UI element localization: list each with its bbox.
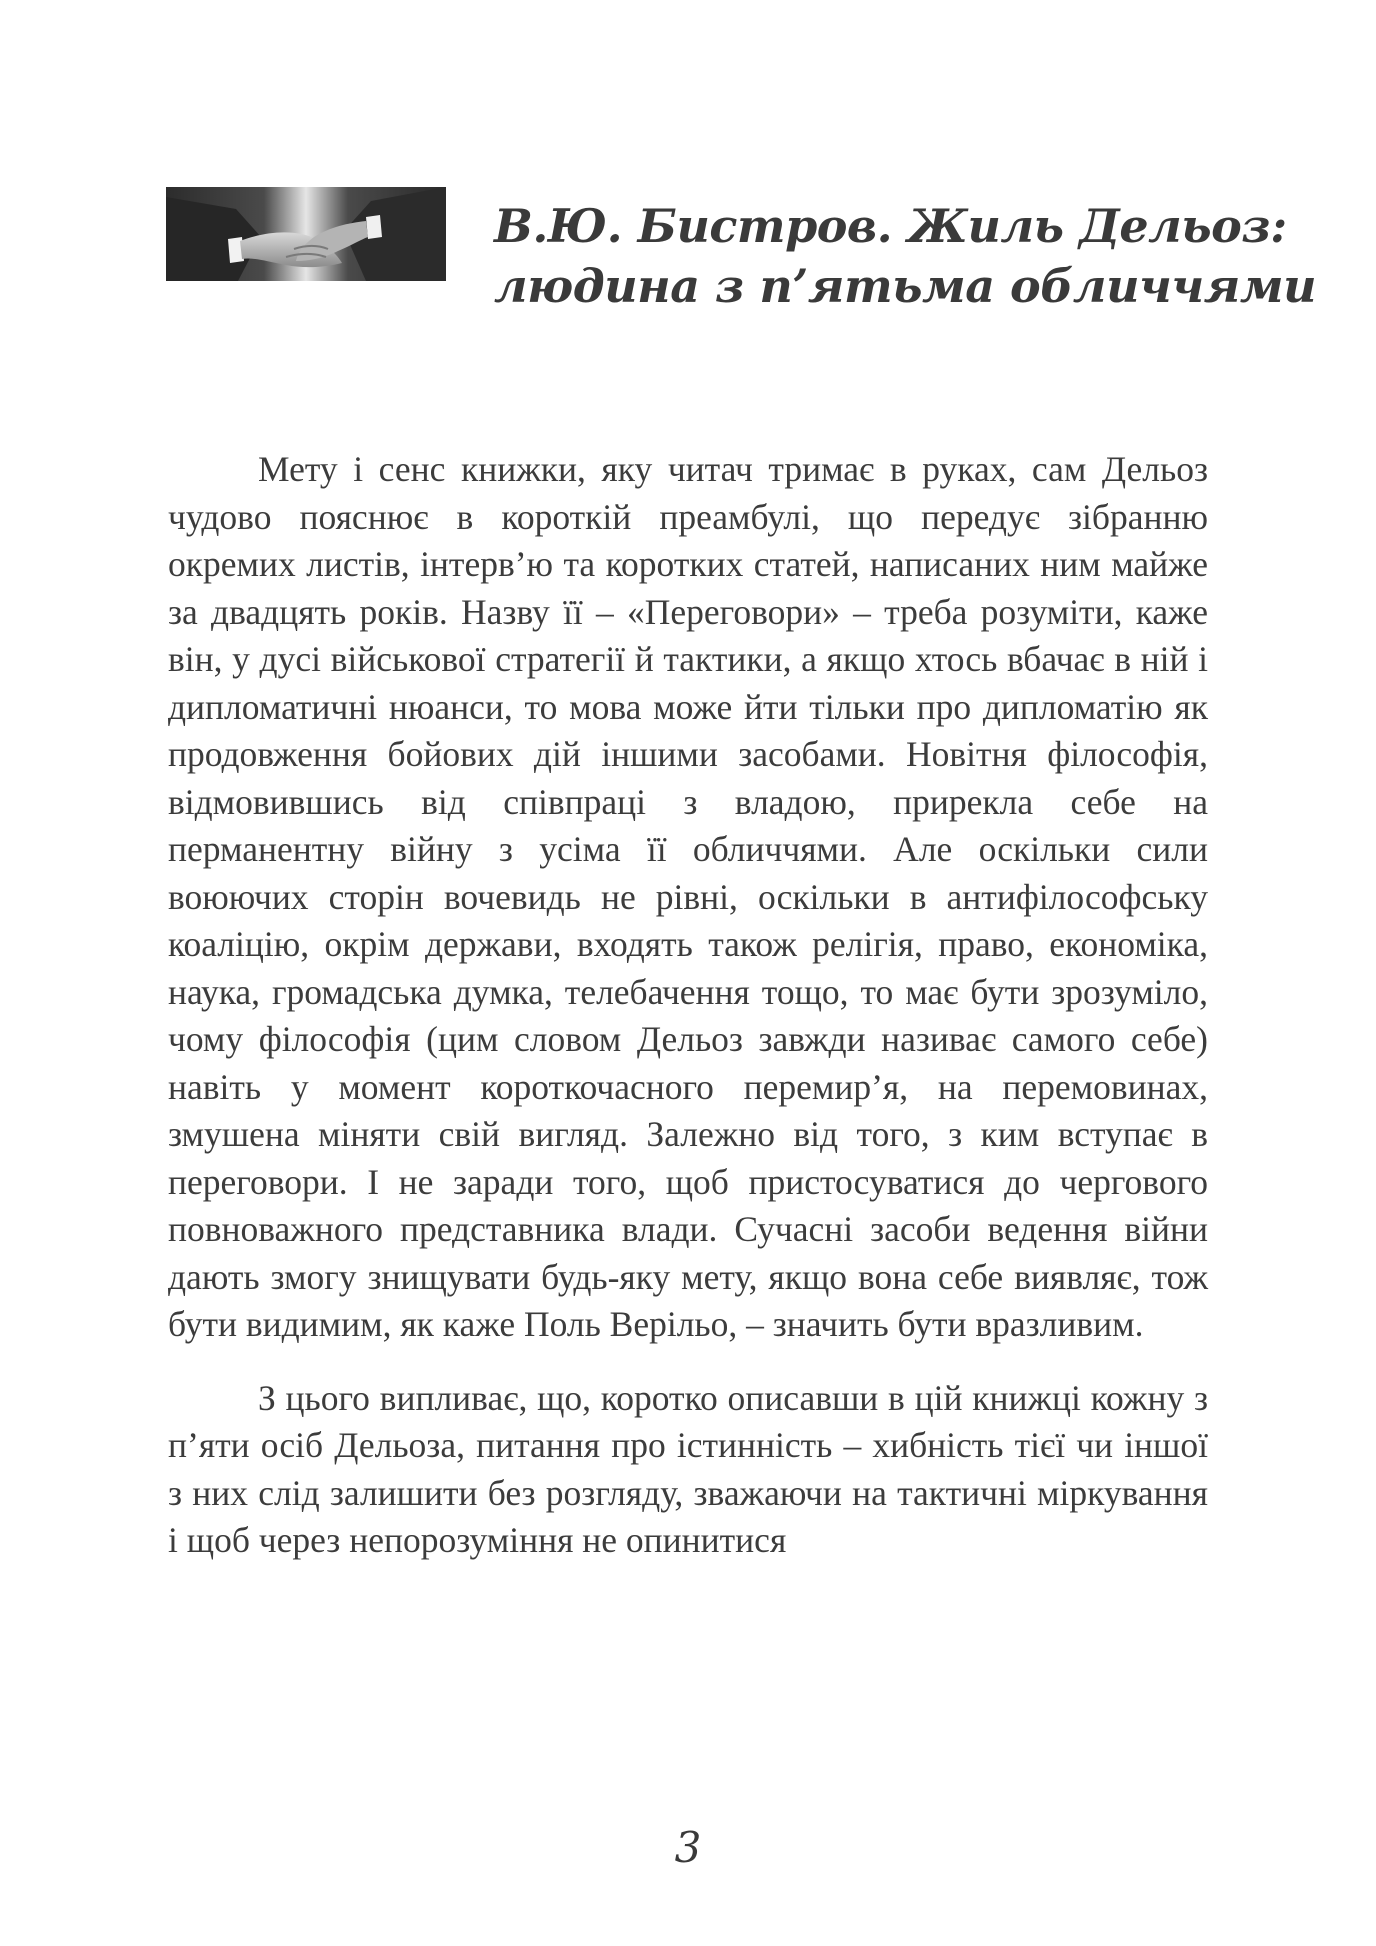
handshake-image	[166, 187, 446, 281]
body-text	[168, 446, 1208, 1565]
page-number: 3	[674, 1823, 702, 1872]
paragraph-2: З цього випливає, що, коротко описавши в цій книжці кожну з п’яти осіб Дельоза, питання про істинність – хибність тієї чи іншої з них слід залишити без розгляду, зважаючи на тактичні міркування і щоб через непорозуміння не опинитися	[168, 1377, 1208, 1560]
page-title	[494, 196, 1317, 316]
paragraph-1: Мету і сенс книжки, яку читач тримає в руках, сам Дельоз чудово пояснює в короткій преамбулі, що передує зібранню окремих листів, інтерв’ю та коротких статей, написаних ним майже за двадцять років. Назву її – «Переговори» – треба розуміти, каже він, у дусі військової стратегії й тактики, а якщо хтось вбачає в ній і дипломатичні нюанси, то мова може йти тільки про дипломатію як продовження бойових дій іншими засобами. Новітня філософія, відмовившись від співпраці з владою, прирекла себе на перманентну війну з усіма її обличчями. Але оскільки сили воюючих сторін вочевидь не рівні, оскільки в антифілософську коаліцію, окрім держави, входять також релігія, право, економіка, наука, громадська думка, телебачення тощо, то має бути зрозуміло, чому філософія (цим словом Дельоз завжди називає самого себе) навіть у момент короткочасного перемир’я, на перемовинах, змушена міняти свій вигляд. Залежно від того, з ким вступає в переговори. І не заради того, щоб пристосуватися до чергового повноважного представника влади. Сучасні засоби ведення війни дають змогу знищувати будь-яку мету, якщо вона себе виявляє, тож бути видимим, як каже Поль Верільо, – значить бути вразливим.	[168, 449, 1208, 1344]
title-line-2: людина з п’ятьма обличчями	[494, 259, 1317, 313]
title-line-1: В.Ю. Бистров. Жиль Дельоз:	[494, 199, 1287, 253]
